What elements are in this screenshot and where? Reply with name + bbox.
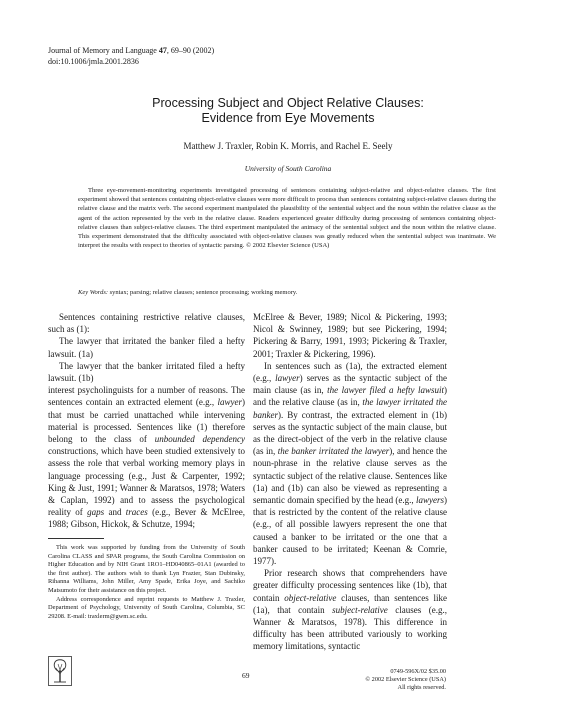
footnote-correspondence: Address correspondence and reprint requests to Matthew J. Traxler, Department of Psychology, University of South Carolina, Columbia, SC 29208. E-mail: traxlerm@gwm.sc.edu. <box>48 595 245 620</box>
abstract-copyright: © 2002 Elsevier Science (USA) <box>246 242 330 250</box>
body-paragraph: Sentences containing restrictive relative clauses, such as (1): <box>48 312 245 335</box>
journal-line: Journal of Memory and Language 47, 69–90 (2002) <box>48 46 215 55</box>
title-line-1: Processing Subject and Object Relative Clauses: <box>152 96 424 110</box>
body-paragraph: interest psycholinguists for a number of reasons. The sentences contain an extracted element (e.g., lawyer) that must be carried unattached while intervening material is processed. Sentences like (1) therefore belong to the class of unbounded dependency constructions, which have been studied extensively to assess the role that verbal working memory plays in language processing (e.g., Just & Carpenter, 1992; King & Just, 1991; Wanner & Maratsos, 1978; Waters & Caplan, 1992) and to assess the psychological reality of gaps and traces (e.g., Bever & McElree, 1988; Gibson, Hickok, & Schutze, 1994; <box>48 385 246 530</box>
issn-price: 0749-596X/02 $35.00 <box>390 668 446 675</box>
rights-reserved: All rights reserved. <box>397 683 446 691</box>
footnote-divider <box>48 538 104 539</box>
example-1b: The lawyer that the banker irritated filed a hefty lawsuit. (1b) <box>48 360 245 384</box>
body-paragraph: In sentences such as (1a), the extracted element (e.g., lawyer) serves as the syntactic subject of the main clause (as in, the lawyer filed a hefty lawsuit) and the relative clause (as in, the lawyer irritated the banker). By contrast, the extracted element in (1b) serves as the syntactic subject of the main clause, but as the direct-object of the verb in the relative clause (as in, the banker irritated the lawyer), and hence the noun-phrase in the relative clause serves as the syntactic subject of the relative clause. Sentences like (1a) and (1b) can also be viewed as representing a semantic domain specified by the head (e.g., lawyers) that is restricted by the content of the relative clause (e.g., of all possible lawyers represent the one that caused a banker to be irritated or the one that a banker caused to be irritated; Keenan & Comrie, 1977). <box>253 360 448 567</box>
keywords <box>78 289 498 296</box>
journal-citation <box>48 46 214 67</box>
title-line-2: Evidence from Eye Movements <box>201 111 375 125</box>
page-number: 69 <box>242 671 250 680</box>
abstract <box>78 186 496 250</box>
publisher-copyright: © 2002 Elsevier Science (USA) <box>365 675 446 683</box>
body-column-right <box>253 311 447 653</box>
example-1a: The lawyer that irritated the banker filed a hefty lawsuit. (1a) <box>48 336 245 359</box>
keywords-label: Key Words: <box>78 289 109 296</box>
body-paragraph: Prior research shows that comprehenders have greater difficulty processing sentences like (1b), that contain object-relative clauses, than sentences like (1a), that contain subject-relative clauses (e.g., Wanner & Maratsos, 1978). This difference in difficulty has been attributed variously to working memory limitations, syntactic <box>253 568 447 652</box>
author-list: Matthew J. Traxler, Robin K. Morris, and Rachel E. Seely <box>183 141 393 151</box>
article-title <box>48 96 528 126</box>
keywords-text: syntax; parsing; relative clauses; sentence processing; working memory. <box>108 289 298 296</box>
body-paragraph: McElree & Bever, 1989; Nicol & Pickering, 1993; Nicol & Swinney, 1989; but see Pickering, 1994; Pickering & Barry, 1991, 1993; Pickering & Traxler, 2001; Traxler & Pickering, 1996). <box>253 312 447 359</box>
body-column-left <box>48 311 245 531</box>
footnote-funding: This work was supported by funding from the University of South Carolina CLASS and SPAR programs, the South Carolina Commission on Higher Education and by NIH Grant 1RO1–HD040865–01A1 (awarded to the first author). The authors wish to thank Lyn Frazier, Stan Dubinsky, Rihanna Williams, John Miller, Amy Spade, Erika Joye, and Sachiko Matsumoto for their assistance on this project. <box>48 544 245 594</box>
footnote <box>48 544 245 621</box>
affiliation: University of South Carolina <box>244 164 332 173</box>
abstract-text: Three eye-movement-monitoring experiments investigated processing of sentences containing subject-relative and object-relative clauses. The first experiment showed that sentences containing object-relative clauses were more difficult to process than sentences containing subject-relative clauses during the relative clause and the matrix verb. The second experiment manipulated the plausibility of the sentential subject and the noun within the relative clause as the agent of the action represented by the verb in the relative clause. Readers experienced greater difficulty during processing of sentences containing object-relative clauses than subject-relative clauses. The third experiment manipulated the animacy of the sentential subject and the noun within the relative clause. This experiment demonstrated that the difficulty associated with object-relative clauses was greatly reduced when the sentential subject was inanimate. We interpret the results with respect to theories of syntactic parsing. <box>78 187 496 250</box>
elsevier-tree-logo-icon <box>48 656 72 691</box>
publisher-info <box>340 668 446 691</box>
journal-doi: doi:10.1006/jmla.2001.2836 <box>48 56 139 66</box>
